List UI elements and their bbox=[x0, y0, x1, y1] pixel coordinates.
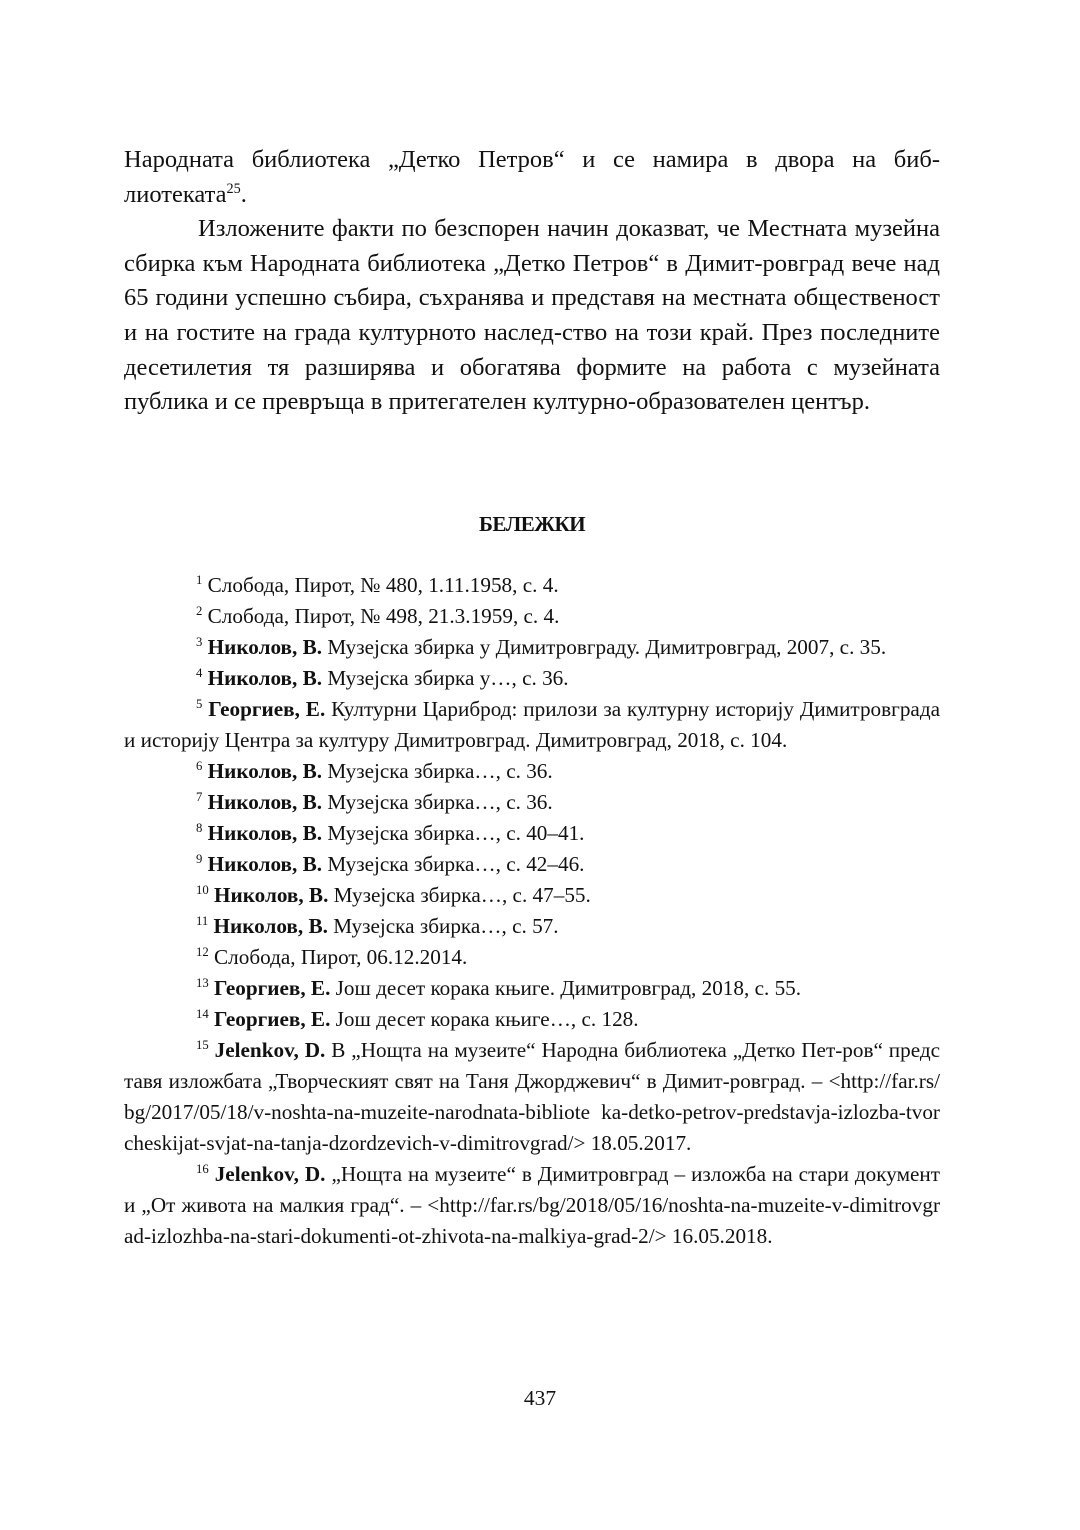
note-text: Музејска збирка…, с. 47–55. bbox=[333, 883, 591, 907]
note-16 bbox=[124, 1159, 940, 1252]
note-number: 3 bbox=[196, 634, 203, 649]
footnote-ref-25: 25 bbox=[226, 180, 241, 197]
note-10 bbox=[124, 880, 940, 911]
note-text: Још десет корака књиге…, с. 128. bbox=[335, 1007, 639, 1031]
note-text: „Нощта на музеите“ в Димитровград – изложба на стари документи „От живота на малкия град“. – <http://far.rs/bg/2018/05/16/noshta-na-muzeite-v-dimitrovgrad-izlozhba-na-stari-dokumenti-ot-zhivota-na-malkiya-grad-2/> 16.05.2018. bbox=[124, 1162, 940, 1248]
note-11 bbox=[124, 911, 940, 942]
note-author: Николов, В. bbox=[213, 914, 328, 938]
body-text bbox=[124, 143, 940, 420]
note-7 bbox=[124, 787, 940, 818]
paragraph-1 bbox=[124, 143, 940, 212]
note-text: Културни Цариброд: прилози за културну историју Димитровграда и историју Центра за културу Димитровград. Димитровград, 2018, с. 104. bbox=[124, 697, 941, 752]
note-text: Музејска збирка…, с. 42–46. bbox=[327, 852, 585, 876]
note-15 bbox=[124, 1035, 940, 1159]
note-text: Музејска збирка…, с. 40–41. bbox=[327, 821, 585, 845]
note-author: Николов, В. bbox=[207, 821, 323, 845]
note-text: В „Нощта на музеите“ Народна библиотека „Детко Пет-ров“ представя изложбата „Творческият свят на Таня Джорджевич“ в Димит-ровград. – <http://far.rs/bg/2017/05/18/v-noshta-na-muzeite-narodnata-bibliote ka-detko-petrov-predstavja-izlozba-tvorcheskijat-svjat-na-tanja-dzordzevich-v-dimitrovgrad/> 18.05.2017. bbox=[124, 1038, 941, 1155]
note-number: 8 bbox=[196, 820, 203, 835]
note-12 bbox=[124, 942, 940, 973]
note-14 bbox=[124, 1004, 940, 1035]
note-number: 16 bbox=[196, 1161, 209, 1176]
note-text: Музејска збирка у…, с. 36. bbox=[327, 666, 569, 690]
note-text: Слобода, Пирот, № 480, 1.11.1958, с. 4. bbox=[207, 573, 559, 597]
note-author: Николов, В. bbox=[207, 790, 323, 814]
note-number: 9 bbox=[196, 851, 203, 866]
note-author: Георгиев, Е. bbox=[214, 1007, 331, 1031]
note-author: Николов, В. bbox=[207, 635, 323, 659]
note-number: 2 bbox=[196, 603, 203, 618]
note-number: 12 bbox=[196, 944, 209, 959]
note-author: Николов, В. bbox=[207, 852, 323, 876]
note-5 bbox=[124, 694, 940, 756]
note-8 bbox=[124, 818, 940, 849]
note-9 bbox=[124, 849, 940, 880]
note-number: 4 bbox=[196, 665, 203, 680]
note-author: Георгиев, Е. bbox=[214, 976, 331, 1000]
note-text: Музејска збирка…, с. 36. bbox=[327, 759, 553, 783]
paragraph-1-tail: . bbox=[240, 180, 247, 208]
note-number: 15 bbox=[196, 1037, 209, 1052]
notes-list bbox=[124, 570, 940, 1252]
note-author: Николов, В. bbox=[214, 883, 329, 907]
note-number: 14 bbox=[196, 1006, 209, 1021]
note-author: Георгиев, Е. bbox=[208, 697, 326, 721]
note-number: 7 bbox=[196, 789, 203, 804]
paragraph-1-text: Народната библиотека „Детко Петров“ и се намира в двора на биб-лиотеката bbox=[124, 146, 940, 208]
note-6 bbox=[124, 756, 940, 787]
note-text: Слобода, Пирот, 06.12.2014. bbox=[214, 945, 468, 969]
note-author: Николов, В. bbox=[207, 666, 323, 690]
note-3 bbox=[124, 632, 940, 663]
page-number: 437 bbox=[523, 1386, 557, 1410]
note-text: Музејска збирка…, с. 57. bbox=[333, 914, 559, 938]
note-number: 1 bbox=[196, 572, 203, 587]
note-number: 5 bbox=[196, 696, 203, 711]
notes-heading: БЕЛЕЖКИ bbox=[478, 512, 586, 536]
note-number: 6 bbox=[196, 758, 203, 773]
note-4 bbox=[124, 663, 940, 694]
note-2 bbox=[124, 601, 940, 632]
note-number: 10 bbox=[196, 882, 209, 897]
note-author: Jelenkov, D. bbox=[214, 1162, 326, 1186]
note-text: Музејска збирка у Димитровграду. Димитровград, 2007, с. 35. bbox=[327, 635, 887, 659]
note-text: Слобода, Пирот, № 498, 21.3.1959, с. 4. bbox=[207, 604, 560, 628]
paragraph-2: Изложените факти по безспорен начин доказват, че Местната музейна сбирка към Народната библиотека „Детко Петров“ в Димит-ровград вече над 65 години успешно събира, съхранява и представя на местната общественост и на гостите на града културното наслед-ство на този край. През последните десетилетия тя разширява и обогатява формите на работа с музейната публика и се превръща в притегателен културно-образователен център. bbox=[124, 215, 940, 416]
note-1 bbox=[124, 570, 940, 601]
note-number: 11 bbox=[196, 913, 209, 928]
note-number: 13 bbox=[196, 975, 209, 990]
note-13 bbox=[124, 973, 940, 1004]
note-author: Николов, В. bbox=[207, 759, 323, 783]
note-text: Још десет корака књиге. Димитровград, 2018, с. 55. bbox=[335, 976, 802, 1000]
note-author: Jelenkov, D. bbox=[214, 1038, 326, 1062]
note-text: Музејска збирка…, с. 36. bbox=[327, 790, 553, 814]
